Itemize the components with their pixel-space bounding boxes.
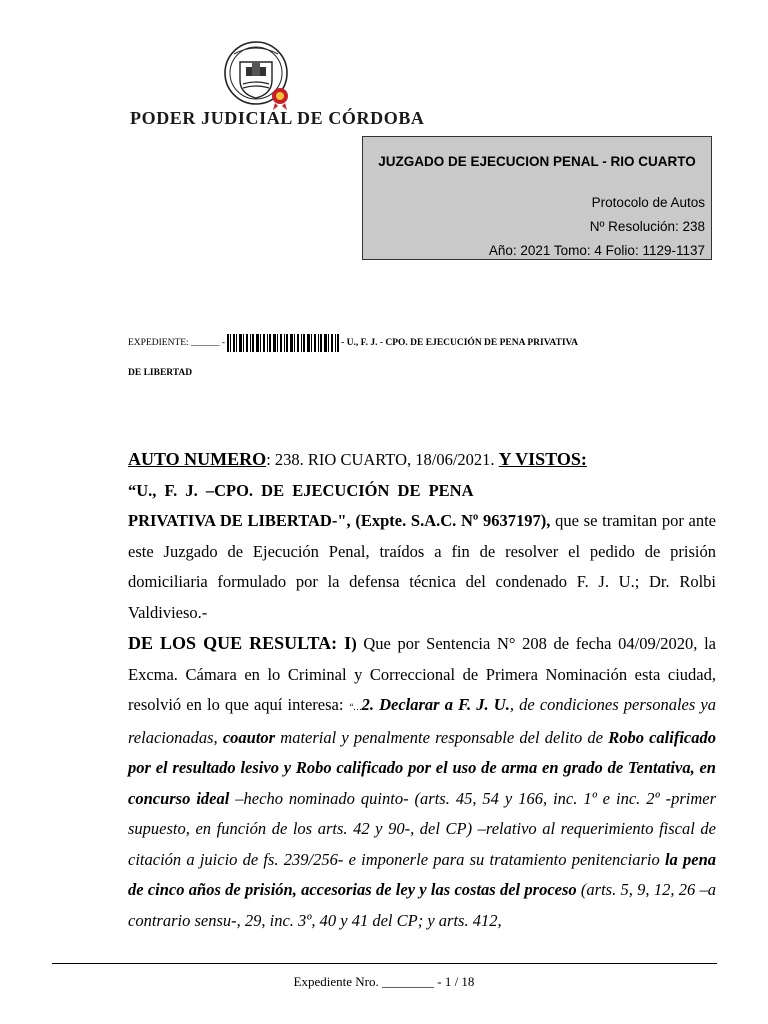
quote-open: “… <box>348 702 362 712</box>
expediente-prefix: EXPEDIENTE: ______ - <box>128 338 226 348</box>
footer-rule <box>52 963 717 964</box>
cordoba-coat-of-arms-icon <box>222 40 294 112</box>
quote-italic-4: (arts. 5, 9, 12, 26 –a contrario sensu-, 29, inc. 3º, 40 y 41 del CP; y arts. 412, <box>128 880 716 930</box>
resulta-label: DE LOS QUE RESULTA: I <box>128 633 352 653</box>
auto-number-label: AUTO NUMERO <box>128 449 267 469</box>
case-title-line-2: PRIVATIVA DE LIBERTAD-", (Expte. S.A.C. Nº 9637197), <box>128 511 551 530</box>
quote-bold-3: Robo calificado por el resultado lesivo y Robo calificado por el uso de arma en grado de Tentativa, en concurso ideal <box>128 727 717 808</box>
vistos-label: Y VISTOS: <box>498 449 587 469</box>
quote-italic-2: material y penalmente responsable del delito de <box>275 727 609 747</box>
organization-name: PODER JUDICIAL DE CÓRDOBA <box>130 108 425 128</box>
protocol-type: Protocolo de Autos <box>591 195 705 210</box>
year-volume-folio: Año: 2021 Tomo: 4 Folio: 1129-1137 <box>488 243 705 258</box>
auto-heading <box>128 444 716 476</box>
resulta-paragraph <box>128 628 716 936</box>
court-name: JUZGADO DE EJECUCION PENAL - RIO CUARTO <box>378 154 696 169</box>
paragraph-2-text: Que por Sentencia N° 208 de fecha 04/09/2020, la Excma. Cámara en lo Criminal y Correccional de Primera Nominación esta ciudad, resolvió en lo que aquí interesa: <box>128 634 716 714</box>
resolution-number: Nº Resolución: 238 <box>589 219 705 234</box>
quote-italic-1: , de condiciones personales ya relacionadas, <box>128 695 716 747</box>
expediente-suffix: - U., F. J. - CPO. DE EJECUCIÓN DE PENA PRIVATIVA <box>341 338 579 348</box>
paragraph-1-rest: que se tramitan por ante este Juzgado de Ejecución Penal, traídos a fin de resolver el pedido de prisión domiciliaria formulado por la defensa técnica del condenado F. J. U.; Dr. Rolbi Valdivieso.- <box>128 511 716 622</box>
quote-bold-1: 2. Declarar a F. J. U. <box>361 695 510 714</box>
document-body <box>128 444 716 936</box>
expediente-line-2: DE LIBERTAD <box>128 368 193 378</box>
expediente-line <box>128 334 728 352</box>
resulta-paren: ) <box>351 634 357 653</box>
case-title <box>128 476 716 629</box>
quote-italic-3: –hecho nominado quinto- (arts. 45, 54 y 166, inc. 1º e inc. 2º -primer supuesto, en función de los arts. 42 y 90-, del CP) –relativo al requerimiento fiscal de citación a juicio de fs. 239/256- e imponerle para su tratamiento penitenciario <box>128 788 716 869</box>
auto-number-text: : 238. RIO CUARTO, 18/06/2021. <box>266 450 495 469</box>
quote-bold-4: la pena de cinco años de prisión, accesorias de ley y las costas del proceso <box>128 849 716 899</box>
quote-bold-2: coautor <box>222 727 276 747</box>
protocol-box <box>362 136 712 260</box>
case-title-line-1: “U., F. J. –CPO. DE EJECUCIÓN DE PENA <box>128 480 474 500</box>
page-footer: Expediente Nro. ________ - 1 / 18 <box>293 974 475 989</box>
barcode-icon <box>227 334 339 352</box>
